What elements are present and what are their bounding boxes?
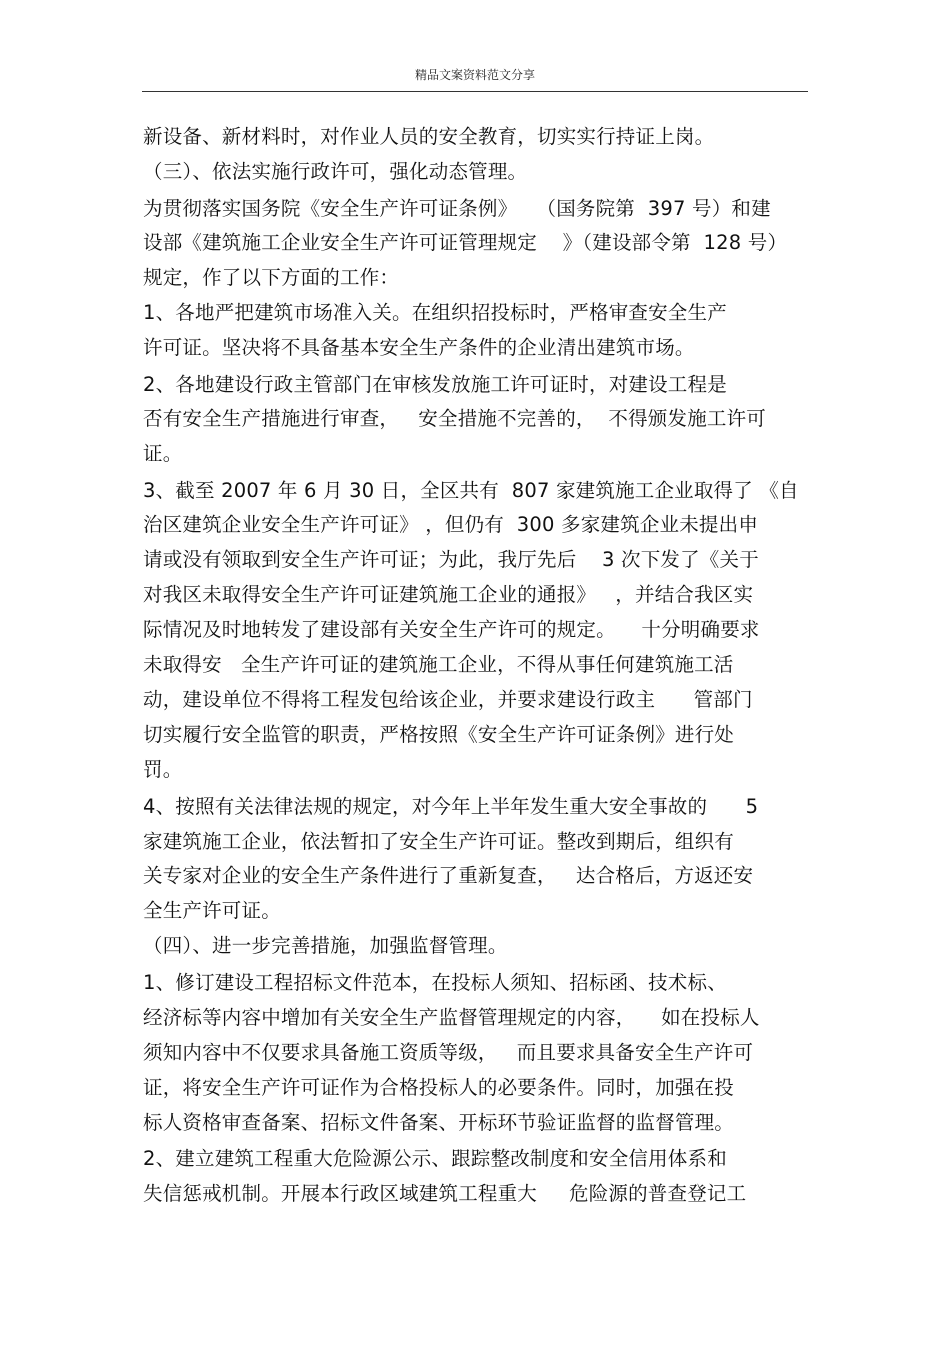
body-line: 经济标等内容中增加有关安全生产监督管理规定的内容， 如在投标人 [143, 1006, 760, 1029]
body-line: 设部《建筑施工企业安全生产许可证管理规定 》（建设部令第 128 号） [143, 231, 788, 254]
body-line: 失信惩戒机制。开展本行政区域建筑工程重大 危险源的普查登记工 [143, 1182, 747, 1205]
body-line: 为贯彻落实国务院《安全生产许可证条例》 （国务院第 397 号）和建 [143, 197, 771, 220]
body-line: 3、截至 2007 年 6 月 30 日，全区共有 807 家建筑施工企业取得了 《自 [143, 479, 799, 502]
body-line: 治区建筑企业安全生产许可证》 ，但仍有 300 多家建筑企业未提出申 [143, 513, 759, 536]
body-line: 际情况及时地转发了建设部有关安全生产许可的规定。 十分明确要求 [143, 618, 760, 641]
body-line: 2、各地建设行政主管部门在审核发放施工许可证时，对建设工程是 [143, 373, 727, 396]
body-line: 全生产许可证。 [143, 899, 281, 922]
body-line: 否有安全生产措施进行审查， 安全措施不完善的， 不得颁发施工许可 [143, 407, 766, 430]
body-line: 证。 [143, 442, 183, 465]
body-line: 规定，作了以下方面的工作： [143, 266, 400, 289]
body-line: 切实履行安全监管的职责，严格按照《安全生产许可证条例》进行处 [143, 723, 735, 746]
body-line: 新设备、新材料时，对作业人员的安全教育，切实实行持证上岗。 [143, 125, 715, 148]
body-line: 罚。 [143, 758, 183, 781]
body-line: 动，建设单位不得将工程发包给该企业，并要求建设行政主 管部门 [143, 688, 753, 711]
body-line: 家建筑施工企业，依法暂扣了安全生产许可证。整改到期后，组织有 [143, 830, 735, 853]
body-line: 许可证。坚决将不具备基本安全生产条件的企业清出建筑市场。 [143, 336, 695, 359]
body-line: 标人资格审查备案、招标文件备案、开标环节验证监督的监督管理。 [143, 1111, 735, 1134]
page-header-title: 精品文案资料范文分享 [414, 68, 535, 82]
header-divider [142, 91, 808, 92]
body-line: 关专家对企业的安全生产条件进行了重新复查， 达合格后，方返还安 [143, 864, 754, 887]
body-line: 未取得安 全生产许可证的建筑施工企业，不得从事任何建筑施工活 [143, 653, 734, 676]
body-line: 对我区未取得安全生产许可证建筑施工企业的通报》 ，并结合我区实 [143, 583, 754, 606]
section-heading: （四）、进一步完善措施，加强监督管理。 [143, 934, 508, 957]
body-line: 1、各地严把建筑市场准入关。在组织招投标时，严格审查安全生产 [143, 301, 727, 324]
body-line: 4、按照有关法律法规的规定，对今年上半年发生重大安全事故的 5 [143, 795, 759, 818]
body-line: 2、建立建筑工程重大危险源公示、跟踪整改制度和安全信用体系和 [143, 1147, 727, 1170]
body-line: 1、修订建设工程招标文件范本，在投标人须知、招标函、技术标、 [143, 971, 727, 994]
section-heading: （三）、依法实施行政许可，强化动态管理。 [143, 160, 528, 183]
body-line: 请或没有领取到安全生产许可证；为此，我厅先后 3 次下发了《关于 [143, 548, 759, 571]
body-line: 须知内容中不仅要求具备施工资质等级， 而且要求具备安全生产许可 [143, 1041, 754, 1064]
body-line: 证，将安全生产许可证作为合格投标人的必要条件。同时，加强在投 [143, 1076, 735, 1099]
